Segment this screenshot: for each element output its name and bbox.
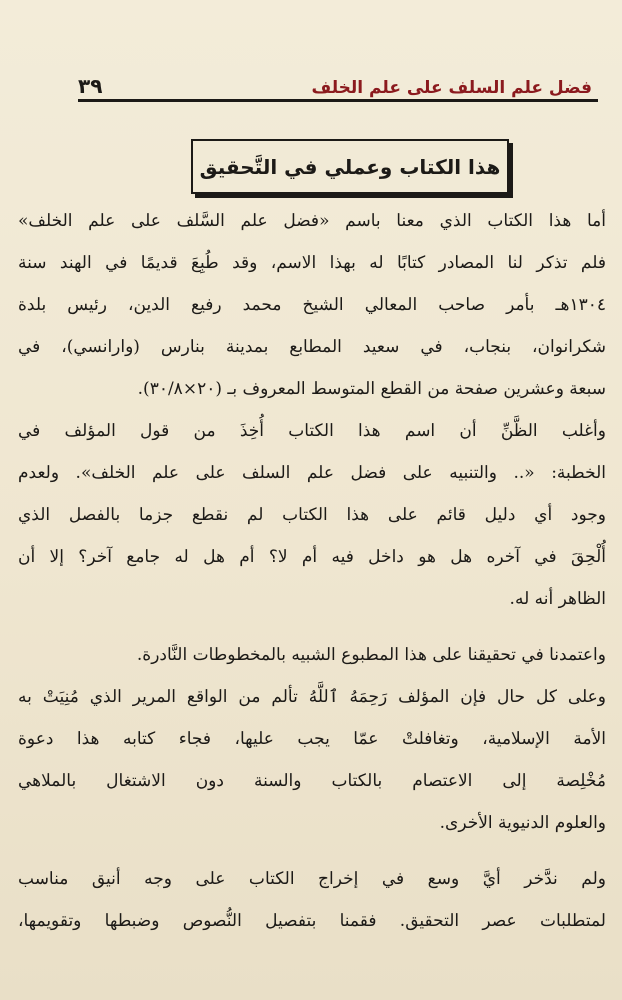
- text-line: سبعة وعشرين صفحة من القطع المتوسط المعروف بـ (٢٠×٣٠/٨).: [137, 379, 606, 399]
- paragraph-gap: [18, 844, 606, 858]
- text-line: أما هذا الكتاب الذي معنا باسم «فضل علم السَّلف على علم الخلف»: [18, 211, 606, 231]
- text-line: الظاهر أنه له.: [509, 589, 606, 609]
- text-line: ١٣٠٤هـ بأمر صاحب المعالي الشيخ محمد رفيع الدين، رئيس بلدة: [18, 295, 606, 315]
- paragraph: [18, 634, 606, 676]
- page-number: ٣٩: [78, 74, 103, 98]
- paragraph: [18, 676, 606, 844]
- text-line: ولم ندَّخر أيَّ وسع في إخراج الكتاب على وجه أنيق مناسب: [18, 869, 606, 889]
- text-line: وعلى كل حال فإن المؤلف رَحِمَهُ ٱللَّهُ تألم من الواقع المرير الذي مُنِيَتْ به: [18, 687, 606, 707]
- text-line: والعلوم الدنيوية الأخرى.: [439, 813, 606, 833]
- paragraph: [18, 200, 606, 410]
- text-line: شكرانوان، بنجاب، في سعيد المطابع بمدينة بنارس (وارانسي)، في: [18, 337, 606, 357]
- paragraph: [18, 410, 606, 620]
- header-rule: [78, 99, 598, 102]
- paragraph-gap: [18, 620, 606, 634]
- text-line: فلم تذكر لنا المصادر كتابًا له بهذا الاسم، وقد طُبِعَ قديمًا في الهند سنة: [18, 253, 606, 273]
- text-line: واعتمدنا في تحقيقنا على هذا المطبوع الشبيه بالمخطوطات النَّادرة.: [136, 645, 606, 665]
- section-title: هذا الكتاب وعملي في التَّحقيق: [199, 154, 501, 179]
- text-line: مُخْلِصة إلى الاعتصام بالكتاب والسنة دون الاشتغال بالملاهي: [18, 771, 606, 791]
- page-header: [78, 64, 592, 98]
- paragraph: [18, 858, 606, 942]
- text-line: أُلْحِقَ في آخره هل هو داخل فيه أم لا؟ أم هل له جامع آخر؟ إلا أن: [18, 547, 606, 567]
- body-text: [18, 200, 606, 990]
- text-line: وأغلب الظَّنِّ أن اسم هذا الكتاب أُخِذَ من قول المؤلف في: [18, 421, 606, 441]
- text-line: لمتطلبات عصر التحقيق. فقمنا بتفصيل النُّصوص وضبطها وتقويمها،: [18, 911, 606, 931]
- section-title-box: [191, 139, 509, 194]
- text-line: الخطبة: «.. والتنبيه على فضل علم السلف على علم الخلف». ولعدم: [18, 463, 606, 483]
- text-line: وجود أي دليل قائم على هذا الكتاب لم نقطع جزما بالفصل الذي: [18, 505, 606, 525]
- running-title: فضل علم السلف على علم الخلف: [311, 77, 592, 98]
- text-line: الأمة الإسلامية، وتغافلتْ عمّا يجب عليها، فجاء كتابه هذا دعوة: [18, 729, 606, 749]
